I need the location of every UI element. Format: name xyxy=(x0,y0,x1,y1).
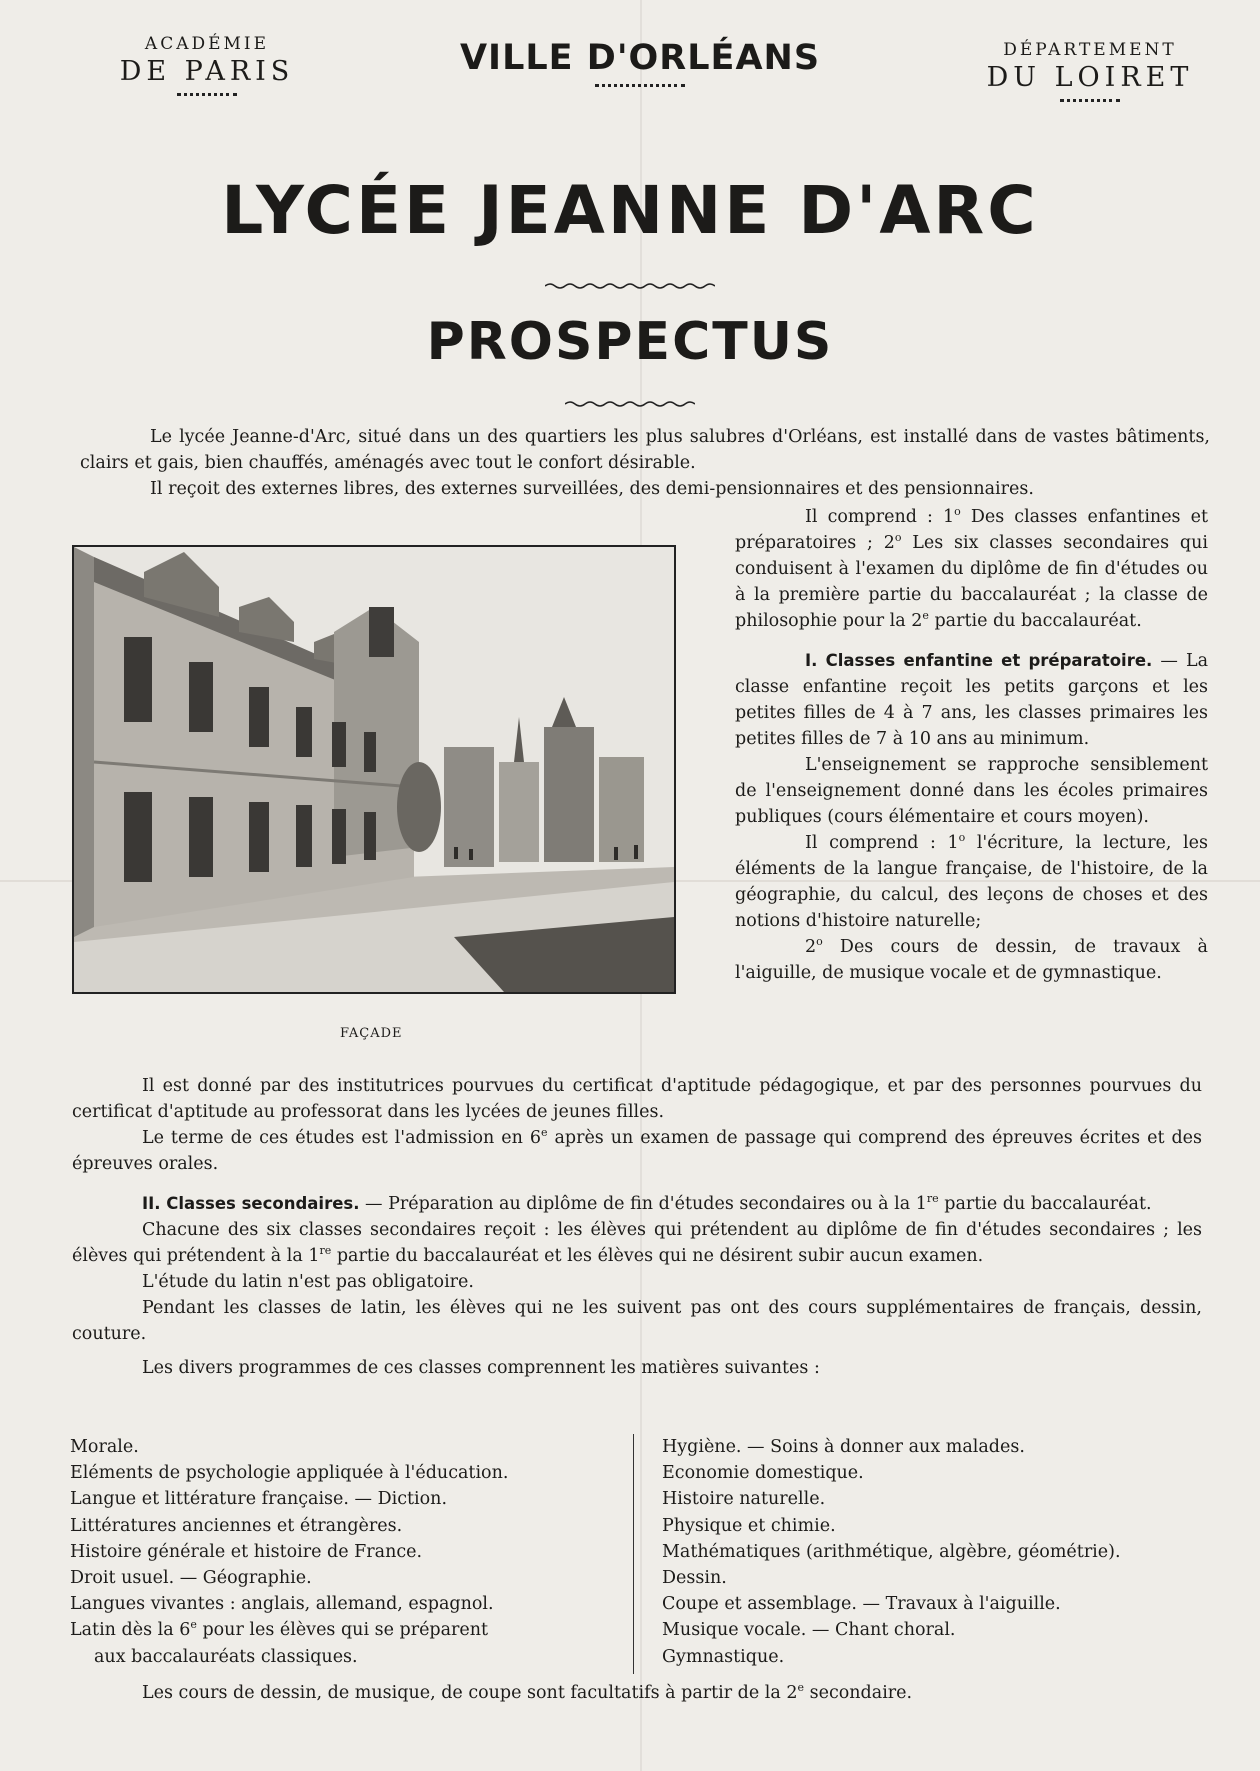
comprend-text-a: Il comprend : 1 xyxy=(805,507,955,527)
cours-text-a: 2 xyxy=(805,937,817,957)
list-item: Gymnastique. xyxy=(662,1646,785,1667)
section-1-heading: I. Classes enfantine et préparatoire. xyxy=(805,651,1153,670)
comprend-text-d: partie du baccalauréat. xyxy=(928,611,1142,631)
departement-label: DÉPARTEMENT xyxy=(1003,40,1177,60)
pendant-paragraph: Pendant les classes de latin, les élèves qui ne les suivent pas ont des cours supplémentaires de français, dessin, couture. xyxy=(72,1298,1202,1344)
ordinal-sup: re xyxy=(926,1192,939,1206)
city-name: VILLE D'ORLÉANS xyxy=(459,38,821,78)
facade-photo xyxy=(72,545,676,994)
wavy-line-icon xyxy=(565,399,695,409)
list-item: Langues vivantes : anglais, allemand, espagnol. xyxy=(70,1594,494,1615)
photo-caption: FAÇADE xyxy=(340,1026,403,1041)
terme-text-a: Le terme de ces études est l'admission en 6 xyxy=(142,1128,541,1148)
dotted-rule xyxy=(177,91,237,96)
comprend-2-text-a: Il comprend : 1 xyxy=(805,833,959,853)
footer-paragraph xyxy=(142,1680,1202,1706)
comprend-2-paragraph xyxy=(735,830,1208,934)
chacune-text-b: partie du baccalauréat et les élèves qui ne désirent subir aucun examen. xyxy=(331,1246,984,1266)
ordinal-sup: e xyxy=(540,1126,548,1140)
chacune-text-a: Chacune des six classes secondaires reçoit : les élèves qui prétendent au diplôme de fin d'études secondaires ; les élèves qui prétendent à la 1 xyxy=(72,1220,1202,1266)
list-item: Eléments de psychologie appliquée à l'éducation. xyxy=(70,1463,509,1484)
ordinal-sup: o xyxy=(958,831,966,845)
ordinal-sup: re xyxy=(319,1244,332,1258)
section-2-paragraph xyxy=(72,1191,1202,1217)
dotted-rule xyxy=(595,82,685,87)
list-item: Droit usuel. — Géographie. xyxy=(70,1568,312,1589)
latin-paragraph: L'étude du latin n'est pas obligatoire. xyxy=(142,1272,474,1292)
ordinal-sup: o xyxy=(816,935,823,949)
ordinal-sup: e xyxy=(797,1681,805,1695)
list-item: Morale. xyxy=(70,1437,139,1457)
column-divider xyxy=(633,1434,634,1674)
comprend-text-c: Les six classes secondaires qui conduisent à l'examen du diplôme de fin d'études ou à la première partie du baccalauréat ; la classe de philosophie pour la 2 xyxy=(735,533,1208,631)
page-subtitle: PROSPECTUS xyxy=(426,312,834,372)
header-academie xyxy=(92,34,322,96)
section-2-text-b: partie du baccalauréat. xyxy=(938,1194,1152,1214)
academie-name: DE PARIS xyxy=(119,56,295,87)
dotted-rule xyxy=(1060,97,1120,102)
wavy-line-icon xyxy=(545,281,715,291)
subjects-left-list xyxy=(70,1434,625,1670)
body-text xyxy=(72,1073,1202,1381)
header-departement xyxy=(960,40,1220,102)
header-ville xyxy=(440,38,840,87)
latin-text-b: pour les élèves qui se préparent xyxy=(196,1620,489,1641)
comprend-2-text-b: l'écriture, la lecture, les éléments de la langue française, de l'histoire, de la géographie, du calcul, des leçons de choses et des notions d'histoire naturelle; xyxy=(735,833,1208,931)
list-item: Economie domestique. xyxy=(662,1463,864,1484)
section-1-paragraph xyxy=(735,648,1208,752)
list-item: Coupe et assemblage. — Travaux à l'aiguille. xyxy=(662,1594,1061,1615)
terme-text-b: après un examen de passage qui comprend des épreuves écrites et des épreuves orales. xyxy=(72,1128,1203,1174)
cours-paragraph xyxy=(735,934,1208,986)
list-item xyxy=(70,1617,625,1643)
right-column xyxy=(735,504,1208,986)
list-item: aux baccalauréats classiques. xyxy=(94,1646,358,1667)
intro-paragraph-2: Il reçoit des externes libres, des externes surveillées, des demi-pensionnaires et des pensionnaires. xyxy=(150,479,1034,499)
list-item: Histoire générale et histoire de France. xyxy=(70,1541,423,1562)
comprend-text-b: Des classes enfantines et préparatoires ; 2 xyxy=(735,507,1209,553)
page-title: LYCÉE JEANNE D'ARC xyxy=(221,172,1039,249)
list-item: Hygiène. — Soins à donner aux malades. xyxy=(662,1437,1025,1457)
terme-paragraph xyxy=(72,1125,1202,1177)
footer-text-a: Les cours de dessin, de musique, de coupe sont facultatifs à partir de la 2 xyxy=(142,1683,798,1703)
programmes-paragraph: Les divers programmes de ces classes comprennent les matières suivantes : xyxy=(142,1358,820,1378)
list-item: Histoire naturelle. xyxy=(662,1489,826,1510)
wavy-divider xyxy=(0,276,1260,295)
footer-text-b: secondaire. xyxy=(804,1683,913,1703)
footer-note xyxy=(142,1680,1202,1706)
ordinal-sup: o xyxy=(954,505,961,519)
departement-name: DU LOIRET xyxy=(986,62,1194,93)
latin-text-a: Latin dès la 6 xyxy=(70,1620,191,1641)
list-item: Mathématiques (arithmétique, algèbre, géométrie). xyxy=(662,1541,1121,1562)
list-item: Musique vocale. — Chant choral. xyxy=(662,1620,956,1641)
enseignement-paragraph: L'enseignement se rapproche sensiblement de l'enseignement donné dans les écoles primaires publiques (cours élémentaire et cours moyen). xyxy=(735,755,1208,827)
list-item: Physique et chimie. xyxy=(662,1515,836,1536)
ordinal-sup: e xyxy=(922,609,929,623)
academie-label: ACADÉMIE xyxy=(144,34,270,54)
list-item: Littératures anciennes et étrangères. xyxy=(70,1515,403,1536)
donne-paragraph: Il est donné par des institutrices pourvues du certificat d'aptitude pédagogique, et par des personnes pourvues du certificat d'aptitude au professorat dans les lycées de jeunes filles. xyxy=(72,1076,1202,1122)
list-item: Dessin. xyxy=(662,1568,727,1589)
section-2-heading: II. Classes secondaires. xyxy=(142,1194,360,1213)
section-2-text-a: — Préparation au diplôme de fin d'études secondaires ou à la 1 xyxy=(359,1194,927,1214)
comprend-paragraph xyxy=(735,504,1208,634)
building-facade-image xyxy=(74,547,674,992)
wavy-divider xyxy=(0,394,1260,413)
cours-text-b: Des cours de dessin, de travaux à l'aiguille, de musique vocale et de gymnastique. xyxy=(735,937,1208,983)
list-item: Langue et littérature française. — Diction. xyxy=(70,1489,448,1510)
ordinal-sup: o xyxy=(894,531,902,545)
intro-paragraph-1: Le lycée Jeanne-d'Arc, situé dans un des quartiers les plus salubres d'Orléans, est installé dans de vastes bâtiments, clairs et gais, bien chauffés, aménagés avec tout le confort désirable. xyxy=(80,427,1210,473)
intro-text xyxy=(80,424,1210,502)
section-1-text: — La classe enfantine reçoit les petits garçons et les petites filles de 4 à 7 ans, les classes primaires les petites filles de 7 à 10 ans au minimum. xyxy=(735,651,1209,749)
chacune-paragraph xyxy=(72,1217,1202,1269)
ordinal-sup: e xyxy=(190,1618,197,1632)
subjects-right-list xyxy=(662,1434,1210,1670)
